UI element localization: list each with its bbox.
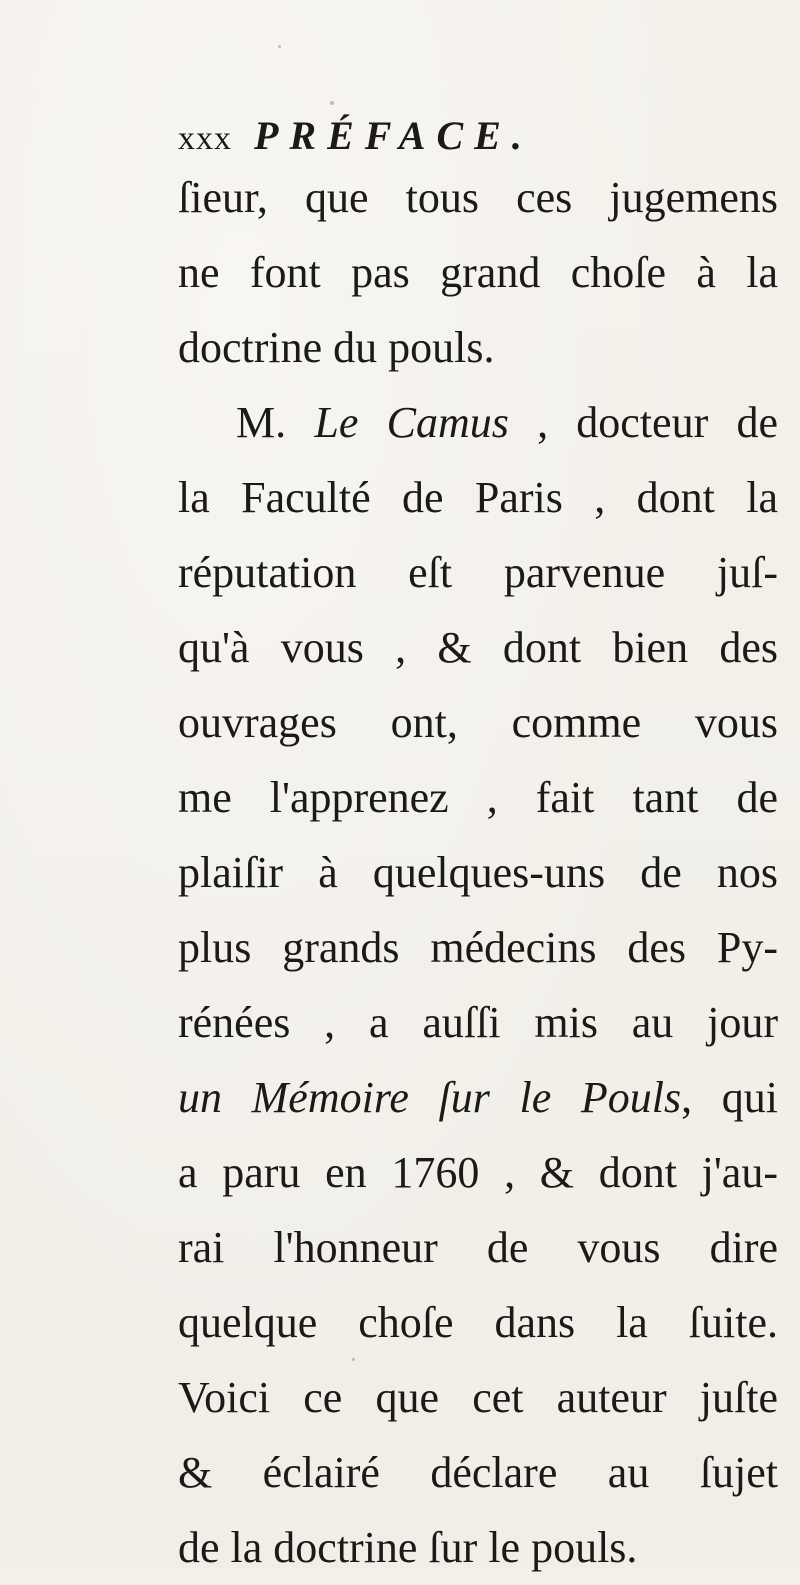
text-segment: , docteur de <box>508 398 779 447</box>
text-line: la Faculté de Paris , dont la <box>178 473 778 522</box>
text-line: plus grands médecins des Py- <box>178 923 778 972</box>
text-line: ſieur, que tous ces jugemens <box>178 173 778 222</box>
paper-speck <box>278 45 281 48</box>
text-line <box>178 1060 778 1135</box>
body-text <box>178 160 778 1585</box>
text-line: ouvrages ont, comme vous <box>178 698 778 747</box>
text-line: qu'à vous , & dont bien des <box>178 623 778 672</box>
text-segment: , qui <box>681 1073 778 1122</box>
text-line: rai l'honneur de vous dire <box>178 1223 778 1272</box>
text-line: quelque choſe dans la ſuite. <box>178 1298 778 1347</box>
text-line: rénées , a auſſi mis au jour <box>178 998 778 1047</box>
author-name: Le Camus <box>314 398 509 447</box>
running-title: PRÉFACE. <box>254 113 533 158</box>
text-segment: M. <box>236 398 315 447</box>
text-line: Voici ce que cet auteur juſte <box>178 1373 778 1422</box>
text-line: plaiſir à quelques-uns de nos <box>178 848 778 897</box>
text-line: ne font pas grand choſe à la <box>178 248 778 297</box>
work-title: un Mémoire ſur le Pouls <box>178 1073 682 1122</box>
text-line: de la doctrine ſur le pouls. <box>178 1523 638 1572</box>
paper-speck <box>330 101 334 105</box>
text-line: a paru en 1760 , & dont j'au- <box>178 1148 778 1197</box>
text-line: doctrine du pouls. <box>178 323 495 372</box>
text-line: réputation eſt parvenue juſ- <box>178 548 778 597</box>
page-number: xxx <box>178 120 232 157</box>
text-line: me l'apprenez , fait tant de <box>178 773 778 822</box>
text-line: & éclairé déclare au ſujet <box>178 1448 778 1497</box>
paper-speck <box>352 1358 355 1361</box>
text-line <box>178 385 778 460</box>
